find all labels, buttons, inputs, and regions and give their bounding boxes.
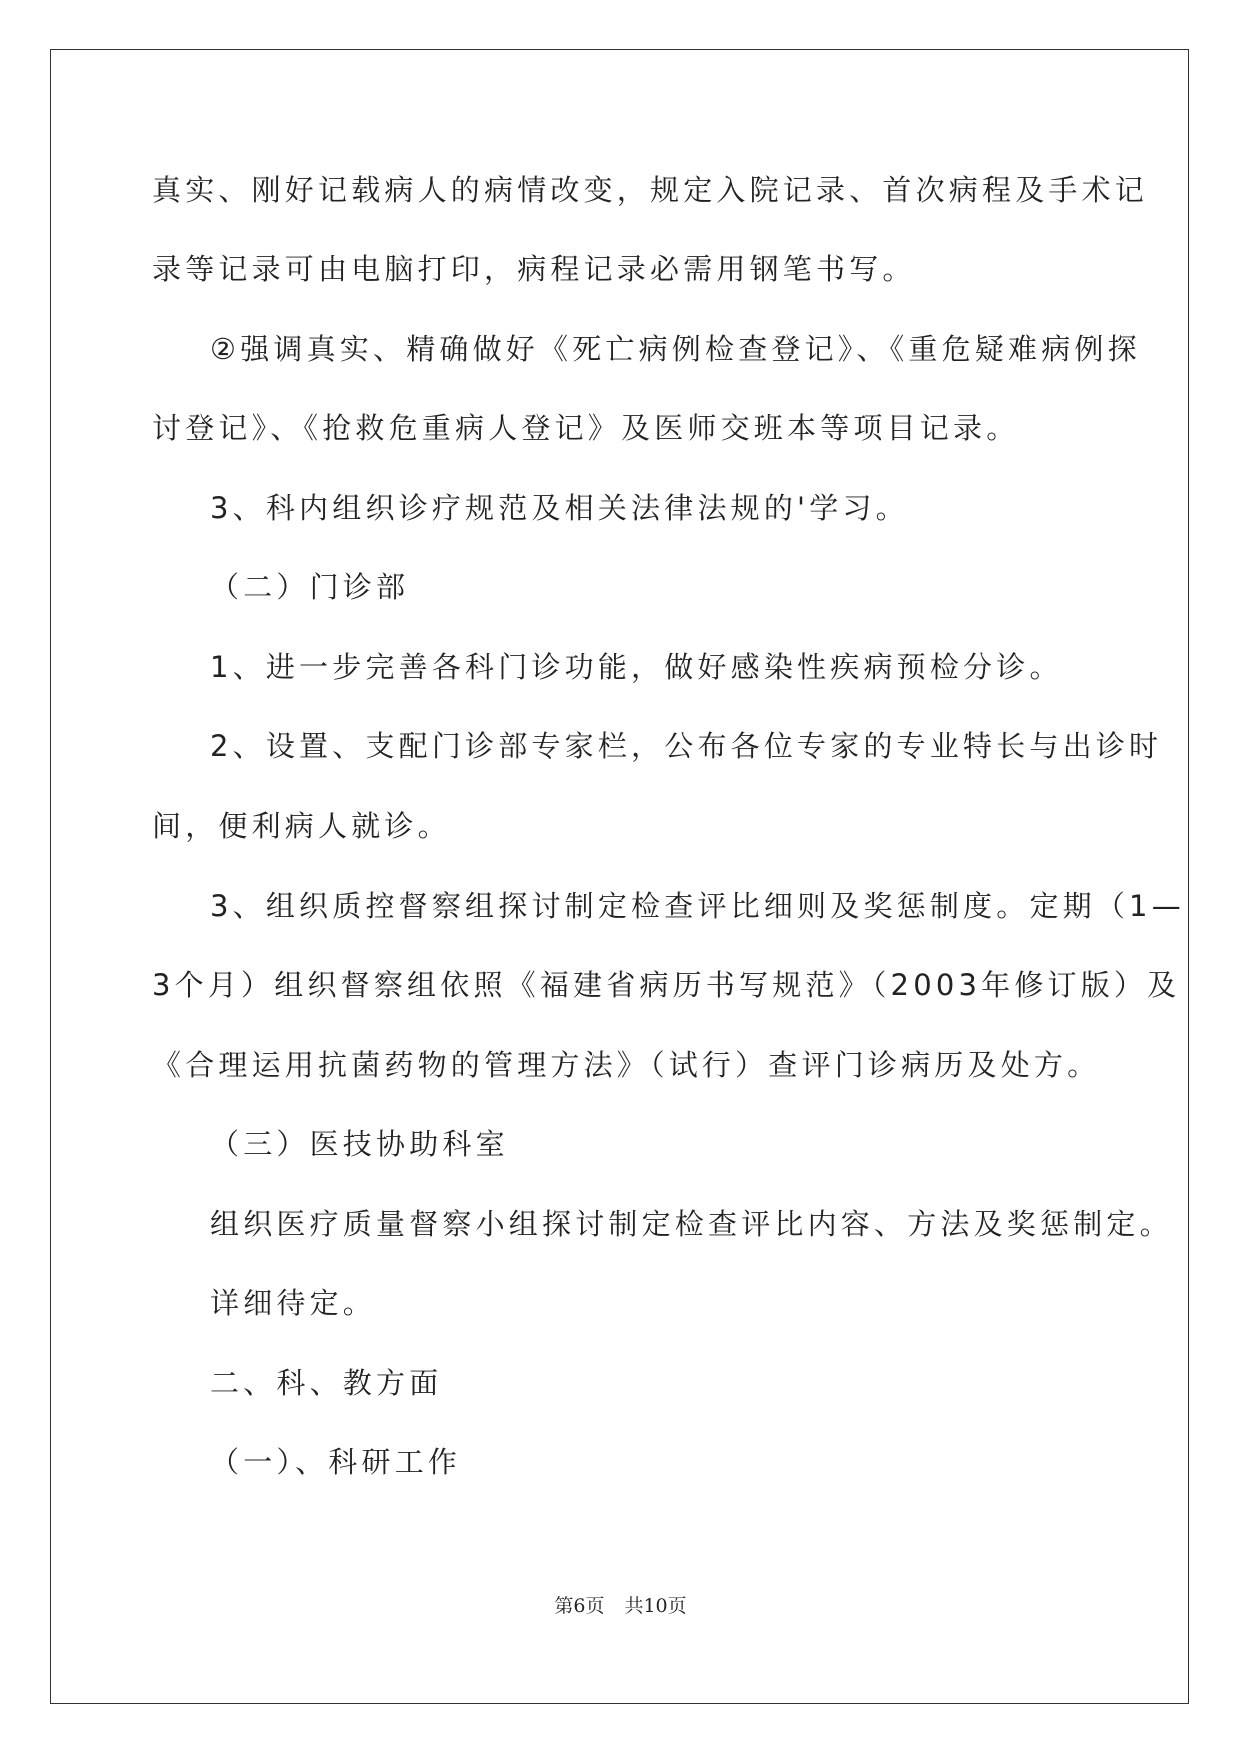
body-line-11: 3个月）组织督察组依照《福建省病历书写规范》（2003年修订版）及 bbox=[152, 968, 1181, 1002]
body-line-1: 真实、刚好记载病人的病情改变，规定入院记录、首次病程及手术记 bbox=[152, 173, 1149, 207]
body-line-7: 1、进一步完善各科门诊功能，做好感染性疾病预检分诊。 bbox=[210, 650, 1063, 684]
page-number: 第6页 bbox=[554, 1595, 605, 1617]
section-heading-outpatient: （二）门诊部 bbox=[210, 570, 410, 604]
body-line-4: 讨登记》、《抢救危重病人登记》及医师交班本等项目记录。 bbox=[152, 411, 1020, 445]
section-heading-science-education: 二、科、教方面 bbox=[210, 1366, 443, 1400]
body-line-2: 录等记录可由电脑打印，病程记录必需用钢笔书写。 bbox=[152, 252, 916, 286]
body-line-3: ②强调真实、精确做好《死亡病例检查登记》、《重危疑难病例探 bbox=[210, 332, 1141, 366]
body-line-14: 组织医疗质量督察小组探讨制定检查评比内容、方法及奖惩制定。 bbox=[210, 1207, 1173, 1241]
page-footer bbox=[0, 1593, 1241, 1619]
body-line-10: 3、组织质控督察组探讨制定检查评比细则及奖惩制度。定期（1— bbox=[210, 889, 1185, 923]
page-total: 共10页 bbox=[624, 1595, 687, 1617]
body-line-12: 《合理运用抗菌药物的管理方法》（试行）查评门诊病历及处方。 bbox=[152, 1048, 1101, 1082]
body-line-15: 详细待定。 bbox=[210, 1286, 377, 1320]
section-heading-research: （一）、科研工作 bbox=[210, 1445, 462, 1479]
body-line-5: 3、科内组织诊疗规范及相关法律法规的'学习。 bbox=[210, 491, 909, 525]
body-line-9: 间，便利病人就诊。 bbox=[152, 809, 451, 843]
body-line-8: 2、设置、支配门诊部专家栏，公布各位专家的专业特长与出诊时 bbox=[210, 729, 1163, 763]
section-heading-medtech: （三）医技协助科室 bbox=[210, 1127, 509, 1161]
